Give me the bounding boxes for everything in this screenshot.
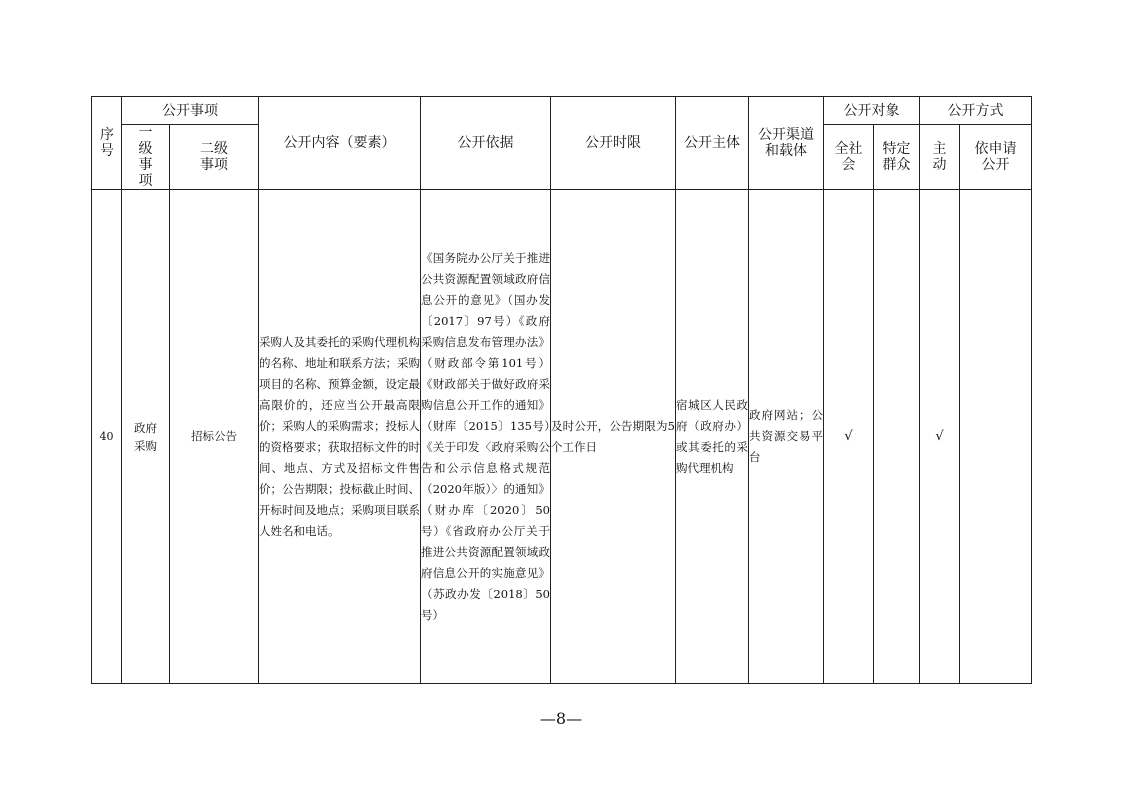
- row-audience-all-check: √: [824, 190, 874, 684]
- row-time-limit: 及时公开，公告期限为5个工作日: [551, 190, 676, 684]
- disclosure-table: [91, 96, 1032, 684]
- row-channel: 政府网站；公共资源交易平台: [749, 190, 824, 684]
- header-audience-specific: 特定群众: [874, 125, 920, 190]
- header-method-active: 主动: [920, 125, 960, 190]
- header-items-group: 公开事项: [122, 97, 259, 125]
- header-level1: 一级事项: [122, 125, 170, 190]
- header-subject: 公开主体: [676, 97, 749, 190]
- header-method-group: 公开方式: [920, 97, 1032, 125]
- header-row-1: [92, 97, 1032, 125]
- page-number: —8—: [539, 709, 583, 728]
- header-basis: 公开依据: [421, 97, 551, 190]
- header-content: 公开内容（要素）: [259, 97, 421, 190]
- header-audience-group: 公开对象: [824, 97, 920, 125]
- row-level1: 政府 采购: [122, 190, 170, 684]
- row-method-request-check: [960, 190, 1032, 684]
- table-row: [92, 190, 1032, 684]
- row-audience-specific-check: [874, 190, 920, 684]
- row-basis: 《国务院办公厅关于推进公共资源配置领域政府信息公开的意见》（国办发〔2017〕97号）《政府采购信息发布管理办法》（财政部令第101号）《财政部关于做好政府采购信息公开工作的通知》（财库〔2015〕135号）《关于印发〈政府采购公告和公示信息格式规范（2020年版）〉的通知》（财办库〔2020〕50号）《省政府办公厅关于推进公共资源配置领域政府信息公开的实施意见》（苏政办发〔2018〕50号）: [421, 190, 551, 684]
- row-level2: 招标公告: [170, 190, 259, 684]
- header-level2: 二级事项: [170, 125, 259, 190]
- row-subject: 宿城区人民政府（政府办）或其委托的采购代理机构: [676, 190, 749, 684]
- header-method-request: 依申请公开: [960, 125, 1032, 190]
- header-channel: 公开渠道和载体: [749, 97, 824, 190]
- header-seq: 序号: [92, 97, 122, 190]
- header-time-limit: 公开时限: [551, 97, 676, 190]
- row-method-active-check: √: [920, 190, 960, 684]
- header-audience-all: 全社会: [824, 125, 874, 190]
- row-content: 采购人及其委托的采购代理机构的名称、地址和联系方法；采购项目的名称、预算金额，设定最高限价的，还应当公开最高限价；采购人的采购需求；投标人的资格要求；获取招标文件的时间、地点、方式及招标文件售价；公告期限；投标截止时间、开标时间及地点；采购项目联系人姓名和电话。: [259, 190, 421, 684]
- row-seq: 40: [92, 190, 122, 684]
